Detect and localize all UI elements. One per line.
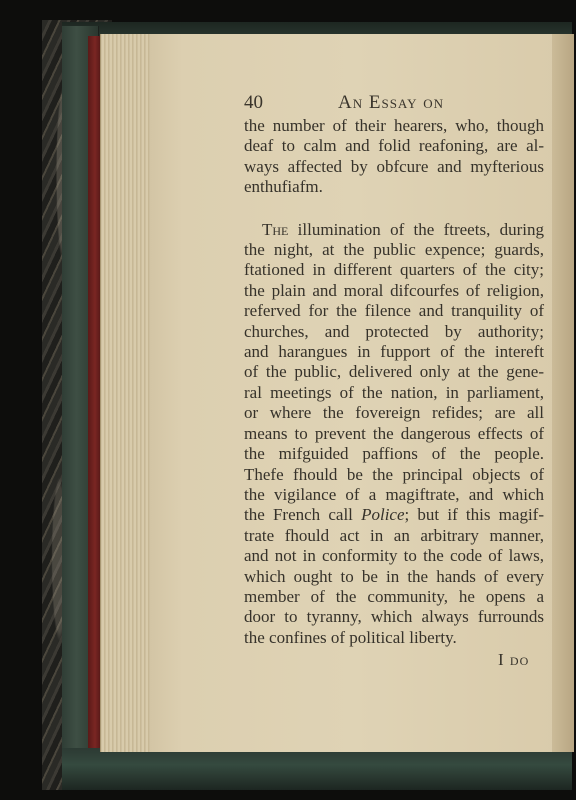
text-line-pre: the French call (244, 505, 362, 525)
text-line (244, 505, 544, 525)
catchword-text: I do (498, 650, 530, 669)
bottom-binding-edge (62, 748, 572, 790)
running-title (338, 92, 444, 114)
text-line: ftationed in different quarters of the city; (244, 260, 544, 280)
text-line-post: ; but if this magif- (404, 505, 544, 525)
text-line: of the public, delivered only at the gene- (244, 362, 544, 382)
running-head (244, 92, 544, 118)
text-line: means to prevent the dangerous effects of (244, 423, 544, 443)
text-line: enthufiafm. (244, 177, 323, 197)
text-line: the plain and moral difcourfes of religion, (244, 280, 544, 300)
text-line (244, 220, 544, 240)
text-line: which ought to be in the hands of every (244, 566, 544, 586)
text-line: and harangues in fupport of the intereft (244, 342, 544, 362)
text-line: the confines of political liberty. (244, 627, 457, 647)
text-line: the vigilance of a magiftrate, and which (244, 484, 544, 504)
text-line: churches, and protected by authority; (244, 321, 544, 341)
page-right-edge (552, 34, 574, 752)
text-line: ways affected by obfcure and myfterious (244, 156, 544, 176)
text-line: the night, at the public expence; guards, (244, 240, 544, 260)
text-line: door to tyranny, which always furrounds (244, 607, 544, 627)
text-line: trate fhould act in an arbitrary manner, (244, 525, 544, 545)
page-number: 40 (244, 92, 263, 113)
text-line-rest: illumination of the ftreets, during (288, 219, 544, 239)
text-line: the number of their hearers, who, though (244, 116, 544, 135)
body-text (244, 116, 544, 648)
text-line: ral meetings of the nation, in parliament, (244, 382, 544, 402)
text-line: member of the community, he opens a (244, 586, 544, 606)
running-title-text: An Essay on (338, 92, 445, 113)
text-line: referved for the filence and tranquility of (244, 301, 544, 321)
text-line: Thefe fhould be the principal objects of (244, 464, 544, 484)
text-line: deaf to calm and folid reafoning, are al- (244, 136, 544, 156)
text-line: the mifguided paffions of the people. (244, 444, 544, 464)
italic-word: Police (361, 505, 405, 525)
lead-word: The (262, 219, 289, 239)
paragraph-gap (244, 198, 544, 220)
text-line: and not in conformity to the code of laws, (244, 546, 544, 566)
catchword (498, 650, 529, 670)
text-line: or where the fovereign refides; are all (244, 403, 544, 423)
